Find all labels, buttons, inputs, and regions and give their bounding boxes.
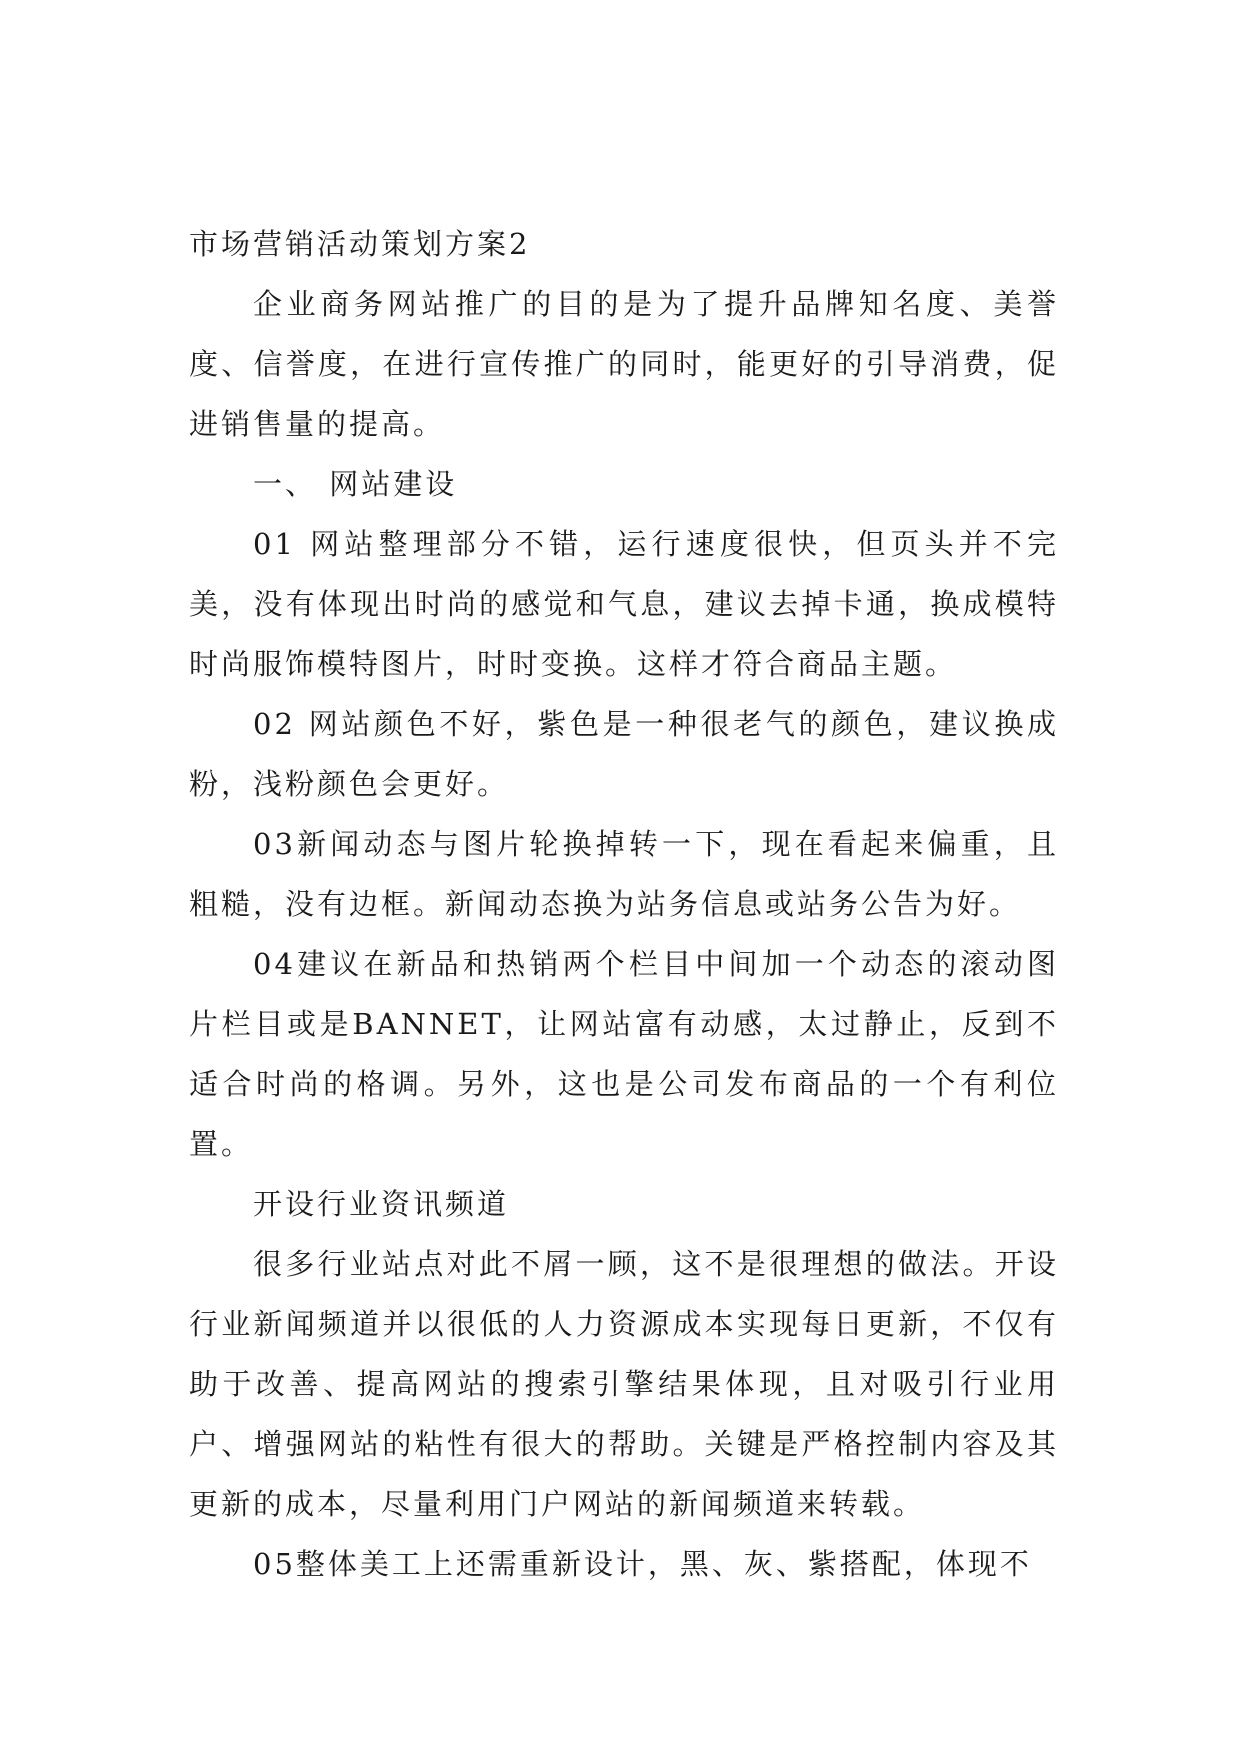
paragraph-item-02: 02 网站颜色不好，紫色是一种很老气的颜色，建议换成粉，浅粉颜色会更好。	[189, 707, 1059, 801]
paragraph-industry-news: 很多行业站点对此不屑一顾，这不是很理想的做法。开设行业新闻频道并以很低的人力资源成本实现每日更新，不仅有助于改善、提高网站的搜索引擎结果体现，且对吸引行业用户、增强网站的粘性有很大的帮助。关键是严格控制内容及其更新的成本，尽量利用门户网站的新闻频道来转载。	[189, 1247, 1059, 1521]
paragraph-item-05: 05整体美工上还需重新设计，黑、灰、紫搭配，体现不	[253, 1547, 1032, 1581]
subheading-industry-news: 开设行业资讯频道	[253, 1187, 510, 1221]
paragraph-intro: 企业商务网站推广的目的是为了提升品牌知名度、美誉度、信誉度，在进行宣传推广的同时，能更好的引导消费，促进销售量的提高。	[189, 287, 1059, 441]
section-heading-website-construction: 一、 网站建设	[253, 467, 458, 501]
paragraph-item-03: 03新闻动态与图片轮换掉转一下，现在看起来偏重，且粗糙，没有边框。新闻动态换为站务信息或站务公告为好。	[189, 827, 1059, 921]
document-body	[189, 214, 1059, 1594]
paragraph-item-01: 01 网站整理部分不错，运行速度很快，但页头并不完美，没有体现出时尚的感觉和气息，建议去掉卡通，换成模特时尚服饰模特图片，时时变换。这样才符合商品主题。	[189, 527, 1059, 681]
document-title: 市场营销活动策划方案2	[189, 227, 531, 261]
paragraph-item-04: 04建议在新品和热销两个栏目中间加一个动态的滚动图片栏目或是BANNET，让网站富有动感，太过静止，反到不适合时尚的格调。另外，这也是公司发布商品的一个有利位置。	[189, 947, 1059, 1161]
